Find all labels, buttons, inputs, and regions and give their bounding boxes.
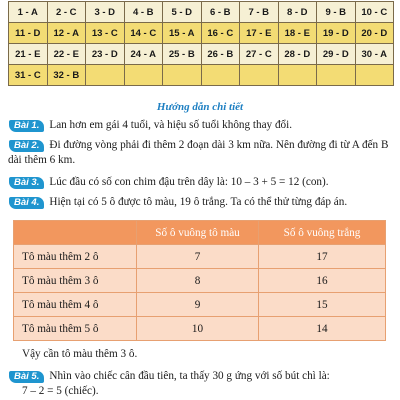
answer-cell: 9 - B	[317, 2, 356, 23]
answer-cell: 7 - B	[240, 2, 279, 23]
guide-title: Hướng dẫn chi tiết	[156, 101, 244, 113]
answer-cell: 15 - A	[163, 23, 202, 44]
answer-row	[9, 23, 394, 44]
answer-cell: 10 - C	[355, 2, 394, 23]
answer-cell: 29 - D	[317, 44, 356, 65]
solution-bai-5	[8, 369, 396, 384]
solution-bai-3	[8, 175, 396, 190]
answer-cell-empty	[317, 65, 356, 86]
table-header-cell: Số ô vuông tô màu	[137, 221, 259, 245]
coloring-table	[13, 220, 386, 341]
table-cell: 16	[259, 269, 386, 293]
table-row	[14, 269, 386, 293]
solution-text: Hiện tại có 5 ô được tô màu, 19 ô trắng. Ta có thể thử từng đáp án.	[49, 196, 348, 208]
solution-bai-1	[8, 118, 396, 133]
answer-cell-empty	[278, 65, 317, 86]
answer-cell: 13 - C	[86, 23, 125, 44]
answer-cell: 31 - C	[9, 65, 48, 86]
exercise-badge: Bài 1.	[9, 120, 44, 132]
answer-row	[9, 2, 394, 23]
answer-cell: 18 - E	[278, 23, 317, 44]
table-cell: Tô màu thêm 3 ô	[14, 269, 137, 293]
solution-text: Lan hơn em gái 4 tuổi, và hiệu số tuổi không thay đổi.	[49, 119, 293, 131]
answer-cell: 12 - A	[47, 23, 86, 44]
solution-text: Đi đường vòng phải đi thêm 2 đoạn dài 3 km nữa. Nên đường đi từ A đến B dài thêm 6 km.	[8, 139, 389, 166]
answer-cell: 14 - C	[124, 23, 163, 44]
answer-cell-empty	[124, 65, 163, 86]
table-row	[14, 317, 386, 341]
conclusion-text: Vậy cần tô màu thêm 3 ô.	[22, 348, 138, 360]
table-cell: 8	[137, 269, 259, 293]
answer-row	[9, 65, 394, 86]
solution-text: Nhìn vào chiếc cân đầu tiên, ta thấy 30 g ứng với số bút chì là:	[49, 370, 330, 382]
exercise-badge: Bài 2.	[9, 140, 44, 152]
table-cell: Tô màu thêm 4 ô	[14, 293, 137, 317]
answer-cell: 19 - D	[317, 23, 356, 44]
solution-bai-4	[8, 195, 396, 210]
table-cell: Tô màu thêm 5 ô	[14, 317, 137, 341]
answer-cell-empty	[355, 65, 394, 86]
table-cell: 14	[259, 317, 386, 341]
exercise-badge: Bài 3.	[9, 177, 44, 189]
table-cell: 10	[137, 317, 259, 341]
answer-cell: 24 - A	[124, 44, 163, 65]
table-header-row	[14, 221, 386, 245]
answer-cell: 27 - C	[240, 44, 279, 65]
answer-cell: 21 - E	[9, 44, 48, 65]
table-header-cell	[14, 221, 137, 245]
answer-row	[9, 44, 394, 65]
answer-key-table	[8, 1, 394, 86]
exercise-badge: Bài 4.	[9, 197, 44, 209]
answer-cell-empty	[163, 65, 202, 86]
answer-cell: 28 - D	[278, 44, 317, 65]
table-cell: 17	[259, 245, 386, 269]
table-header-cell: Số ô vuông trắng	[259, 221, 386, 245]
table-row	[14, 245, 386, 269]
answer-cell: 20 - D	[355, 23, 394, 44]
solution-text: Lúc đầu có số con chim đậu trên dây là: 10 – 3 + 5 = 12 (con).	[49, 176, 329, 188]
answer-cell-empty	[86, 65, 125, 86]
table-cell: Tô màu thêm 2 ô	[14, 245, 137, 269]
answer-cell-empty	[240, 65, 279, 86]
answer-cell: 1 - A	[9, 2, 48, 23]
answer-cell: 17 - E	[240, 23, 279, 44]
table-cell: 7	[137, 245, 259, 269]
answer-cell: 6 - B	[201, 2, 240, 23]
answer-cell: 22 - E	[47, 44, 86, 65]
answer-cell: 32 - B	[47, 65, 86, 86]
answer-cell: 16 - C	[201, 23, 240, 44]
answer-cell: 4 - B	[124, 2, 163, 23]
table-cell: 9	[137, 293, 259, 317]
answer-cell: 25 - B	[163, 44, 202, 65]
answer-cell-empty	[201, 65, 240, 86]
answer-cell: 5 - D	[163, 2, 202, 23]
answer-cell: 23 - D	[86, 44, 125, 65]
solution-bai-2	[8, 138, 396, 167]
answer-cell: 3 - D	[86, 2, 125, 23]
answer-cell: 2 - C	[47, 2, 86, 23]
answer-cell: 26 - B	[201, 44, 240, 65]
calculation-line: 7 – 2 = 5 (chiếc).	[22, 385, 99, 397]
exercise-badge: Bài 5.	[9, 371, 44, 383]
table-row	[14, 293, 386, 317]
answer-cell: 8 - D	[278, 2, 317, 23]
answer-cell: 11 - D	[9, 23, 48, 44]
table-cell: 15	[259, 293, 386, 317]
answer-cell: 30 - A	[355, 44, 394, 65]
